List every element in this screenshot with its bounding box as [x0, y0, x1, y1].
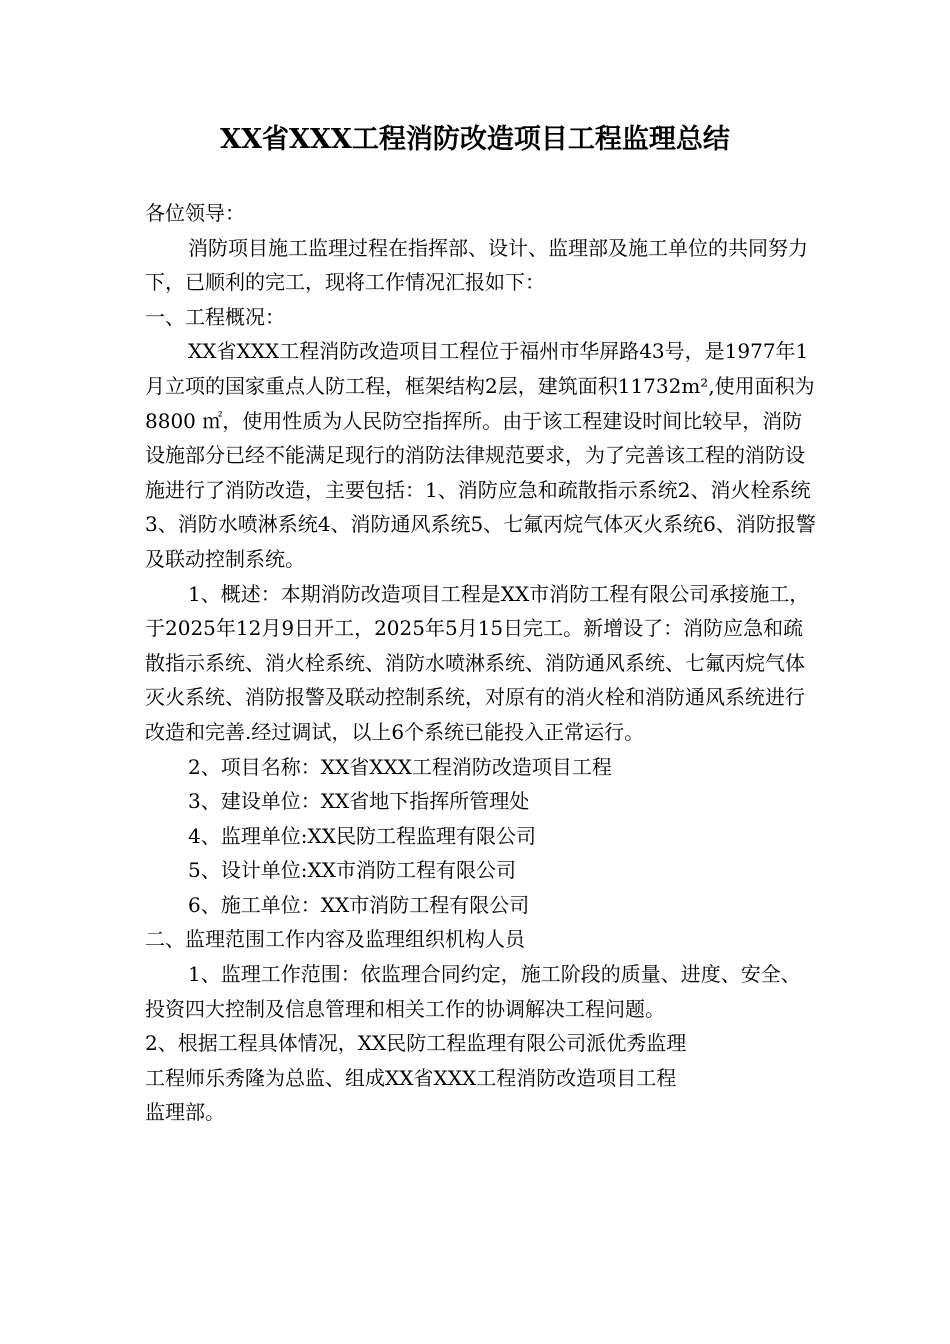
overview-item-5: 5、设计单位:XX市消防工程有限公司: [188, 858, 516, 883]
section-1-heading: 一、工程概况：: [145, 304, 285, 329]
greeting: 各位领导：: [145, 201, 245, 225]
overview-item-3: 3、建设单位：XX省地下指挥所管理处: [188, 789, 530, 814]
overview-item-1: 1、概述：本期消防改造项目工程是XX市消防工程有限公司承接施工，于2025年12月9日开工，2025年5月15日完工。新增设了：消防应急和疏散指示系统、消火栓系统、消防水喷淋系统、消防通风系统、七氟丙烷气体灭火系统、消防报警及联动控制系统，对原有的消火栓和消防通风系统进行改造和完善.经过调试，以上6个系统已能投入正常运行。: [145, 581, 810, 744]
scope-item-2-line-3: 监理部。: [145, 1100, 225, 1125]
overview-paragraph: XX省XXX工程消防改造项目工程位于福州市华屏路43号，是1977年1月立项的国家重点人防工程，框架结构2层，建筑面积11732m²,使用面积为8800 ㎡，使用性质为人民防空指挥所。由于该工程建设时间比较早，消防设施部分已经不能满足现行的消防法律规范要求，为了完善该工程的消防设施进行了消防改造，主要包括：1、消防应急和疏散指示系统2、消火栓系统3、消防水喷淋系统4、消防通风系统5、七氟丙烷气体灭火系统6、消防报警及联动控制系统。: [145, 339, 816, 571]
document-title: XX省XXX工程消防改造项目工程监理总结: [220, 124, 730, 155]
scope-item-2-line-1: 2、根据工程具体情况，XX民防工程监理有限公司派优秀监理: [145, 1031, 687, 1056]
scope-item-1: 1、监理工作范围：依监理合同约定，施工阶段的质量、进度、安全、投资四大控制及信息管理和相关工作的协调解决工程问题。: [145, 962, 801, 1021]
overview-item-6: 6、施工单位：XX市消防工程有限公司: [188, 892, 530, 917]
overview-item-4: 4、监理单位:XX民防工程监理有限公司: [188, 823, 536, 848]
scope-item-2-line-2: 工程师乐秀隆为总监、组成XX省XXX工程消防改造项目工程: [145, 1065, 677, 1090]
document-body: [145, 196, 820, 1130]
section-2-heading: 二、监理范围工作内容及监理组织机构人员: [145, 927, 525, 952]
overview-item-2: 2、项目名称：XX省XXX工程消防改造项目工程: [188, 754, 612, 779]
intro-paragraph: 消防项目施工监理过程在指挥部、设计、监理部及施工单位的共同努力下，已顺利的完工，现将工作情况汇报如下：: [145, 235, 808, 295]
